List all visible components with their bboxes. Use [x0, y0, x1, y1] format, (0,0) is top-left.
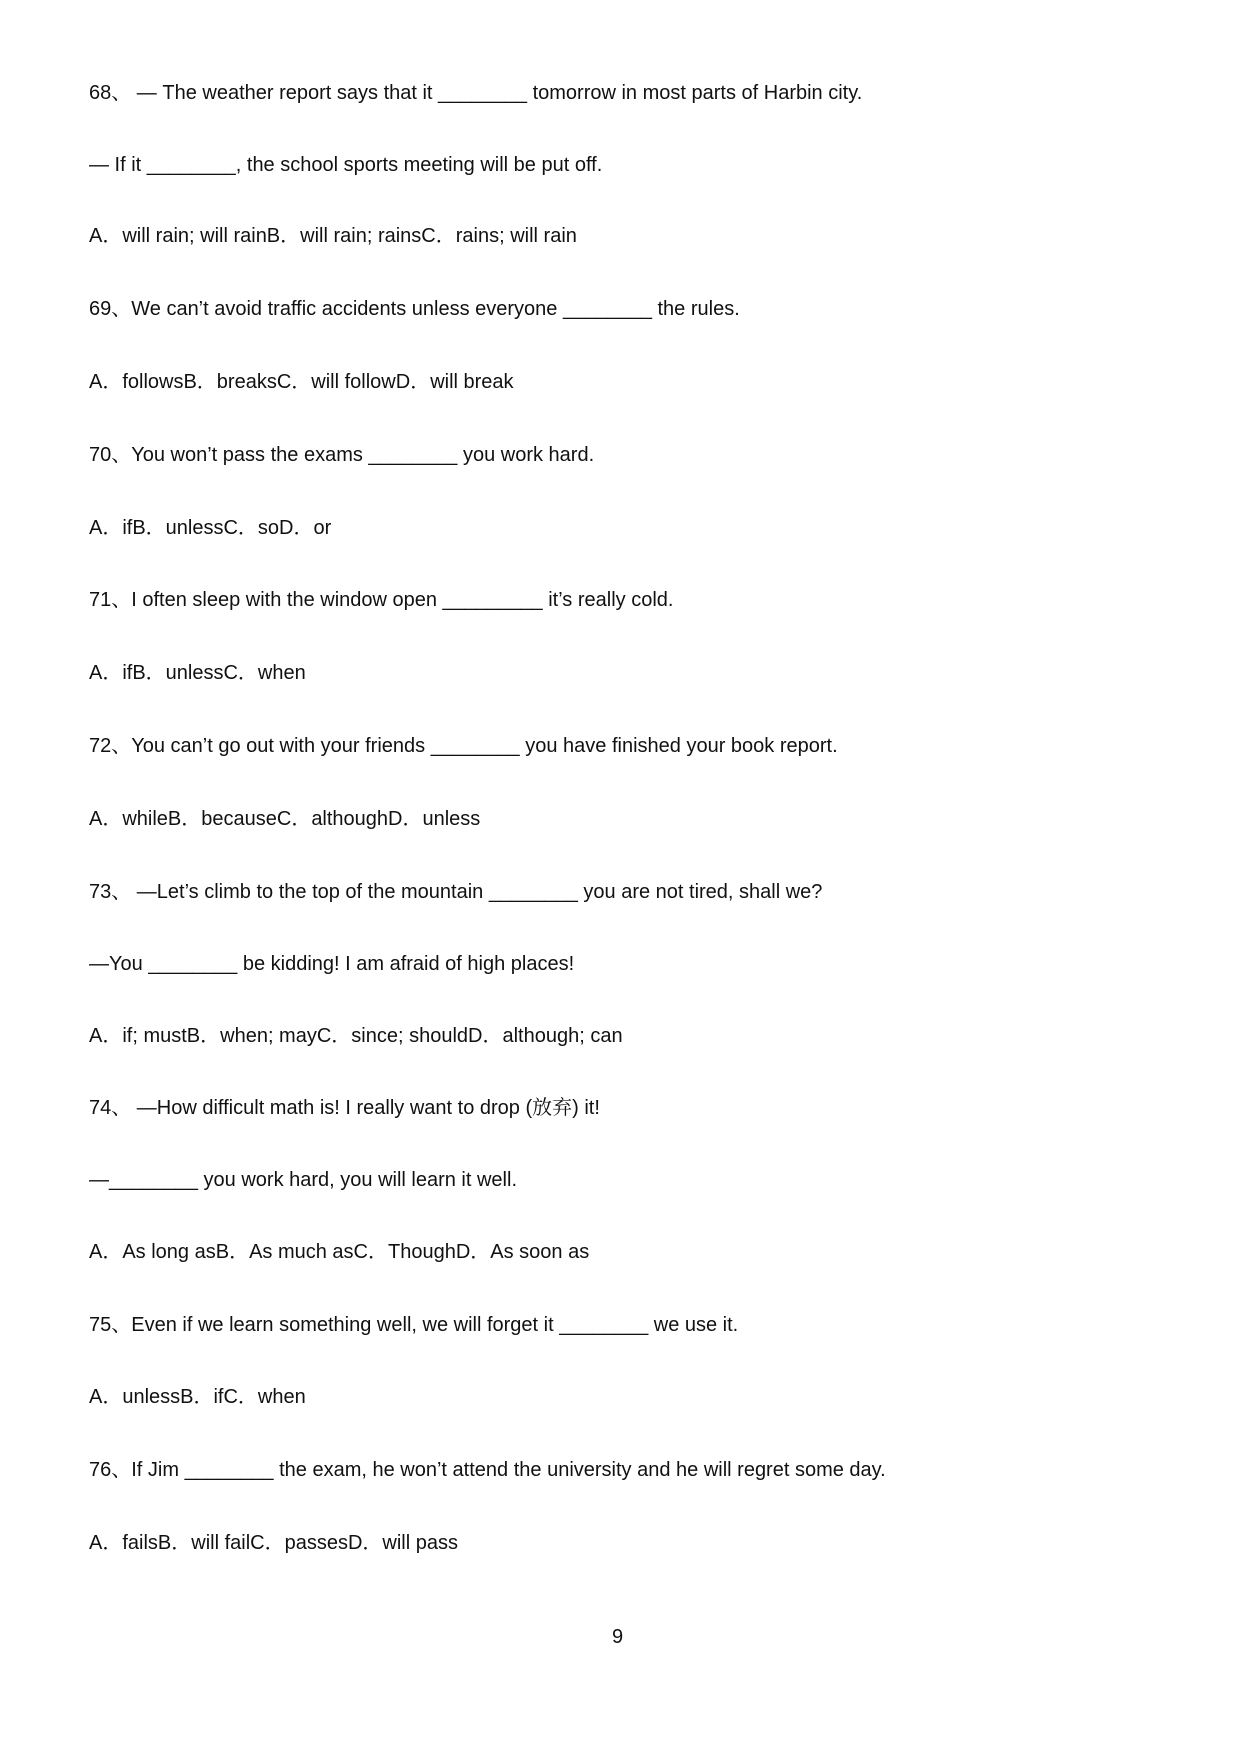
question-73-options: A．if; mustB．when; mayC．since; shouldD．although; can — [89, 1025, 623, 1047]
question-74-response: —________ you work hard, you will learn it well. — [89, 1169, 517, 1191]
question-68-stem: 68、 — The weather report says that it ________ tomorrow in most parts of Harbin city. — [89, 82, 863, 104]
question-71-options: A．ifB．unlessC．when — [89, 662, 306, 684]
question-74-stem: 74、 —How difficult math is! I really want to drop (放弃) it! — [89, 1097, 600, 1119]
question-76-stem: 76、If Jim ________ the exam, he won’t attend the university and he will regret some day. — [89, 1459, 886, 1481]
question-70-stem: 70、You won’t pass the exams ________ you work hard. — [89, 444, 595, 466]
page-number: 9 — [611, 1626, 624, 1648]
question-75-stem: 75、Even if we learn something well, we will forget it ________ we use it. — [89, 1314, 739, 1336]
question-72-stem: 72、You can’t go out with your friends ________ you have finished your book report. — [89, 735, 838, 757]
question-75-options: A．unlessB．ifC．when — [89, 1386, 306, 1408]
question-74-options: A．As long asB．As much asC．ThoughD．As soon as — [89, 1241, 590, 1263]
question-76-options: A．failsB．will failC．passesD．will pass — [89, 1532, 458, 1554]
question-73-response: —You ________ be kidding! I am afraid of high places! — [89, 953, 575, 975]
question-72-options: A．whileB．becauseC．althoughD．unless — [89, 808, 481, 830]
question-69-options: A．followsB．breaksC．will followD．will break — [89, 371, 514, 393]
question-73-stem: 73、 —Let’s climb to the top of the mountain ________ you are not tired, shall we? — [89, 881, 823, 903]
question-68-response: — If it ________, the school sports meeting will be put off. — [89, 154, 603, 176]
question-71-stem: 71、I often sleep with the window open _________ it’s really cold. — [89, 589, 674, 611]
question-69-stem: 69、We can’t avoid traffic accidents unless everyone ________ the rules. — [89, 298, 740, 320]
question-68-options: A．will rain; will rainB．will rain; rainsC．rains; will rain — [89, 225, 577, 247]
question-70-options: A．ifB．unlessC．soD．or — [89, 517, 332, 539]
